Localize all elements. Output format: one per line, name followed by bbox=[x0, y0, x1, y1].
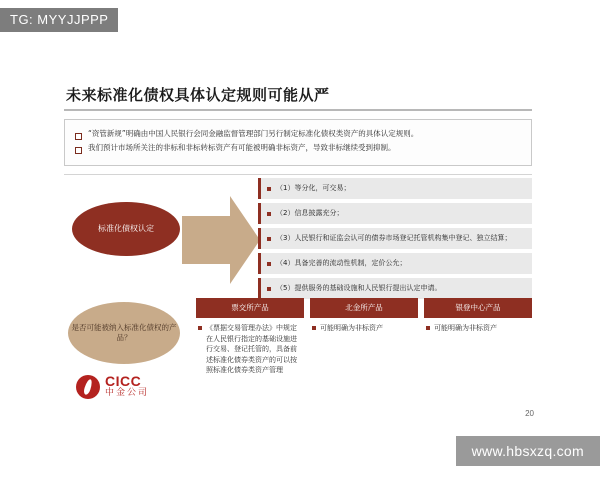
bullet-text: “资管新规”明确由中国人民银行会同金融监督管理部门另行制定标准化债权类资产的具体认定规则。 bbox=[88, 129, 419, 138]
question-ellipse-label: 是否可能被纳入标准化债权的产品？ bbox=[71, 322, 177, 342]
section-divider bbox=[64, 174, 532, 175]
criteria-list bbox=[258, 178, 532, 303]
question-ellipse bbox=[68, 302, 180, 364]
website-watermark: www.hbsxzq.com bbox=[456, 436, 600, 466]
column-header: 银登中心产品 bbox=[424, 298, 532, 318]
square-bullet-icon bbox=[75, 133, 82, 140]
cicc-logo-en: CICC bbox=[105, 373, 142, 389]
product-column bbox=[196, 298, 304, 376]
product-columns bbox=[196, 298, 532, 376]
square-bullet-icon bbox=[267, 287, 271, 291]
list-item-label: （2）信息披露充分； bbox=[276, 209, 344, 218]
bullet-text: 我们预计市场所关注的非标和非标转标资产有可能被明确非标资产，导致非标继续受到抑制。 bbox=[88, 143, 396, 152]
square-bullet-icon bbox=[198, 326, 202, 330]
square-bullet-icon bbox=[267, 237, 271, 241]
page-title: 未来标准化债权具体认定规则可能从严 bbox=[66, 86, 330, 104]
column-body bbox=[196, 318, 304, 376]
square-bullet-icon bbox=[426, 326, 430, 330]
list-item-label: （5）提供服务的基础设施和人民银行提出认定申请。 bbox=[276, 284, 442, 293]
telegram-watermark: TG: MYYJJPPP bbox=[0, 8, 118, 32]
standardized-credit-label: 标准化债权认定 bbox=[98, 223, 154, 233]
right-arrow-icon bbox=[182, 190, 260, 290]
column-body-text: 可能明确为非标资产 bbox=[434, 324, 497, 332]
square-bullet-icon bbox=[267, 262, 271, 266]
cicc-logo-mark-icon bbox=[76, 375, 100, 399]
square-bullet-icon bbox=[267, 187, 271, 191]
square-bullet-icon bbox=[312, 326, 316, 330]
standardized-credit-ellipse bbox=[72, 202, 180, 256]
list-item bbox=[258, 203, 532, 224]
list-item bbox=[258, 228, 532, 249]
summary-box bbox=[64, 119, 532, 166]
product-column bbox=[310, 298, 418, 376]
cicc-logo bbox=[76, 374, 149, 400]
page-number: 20 bbox=[525, 409, 534, 418]
title-divider bbox=[64, 109, 532, 111]
column-body-text: 可能明确为非标资产 bbox=[320, 324, 383, 332]
column-body-text: 《票据交易管理办法》中规定在人民银行指定的基础设施进行交易、登记托管的，具备前述标准化债券类资产的可以按照标准化债券类资产管理 bbox=[206, 324, 297, 374]
column-body bbox=[424, 318, 532, 334]
column-header: 票交所产品 bbox=[196, 298, 304, 318]
product-column bbox=[424, 298, 532, 376]
bullet-item bbox=[73, 129, 523, 140]
bullet-item bbox=[73, 143, 523, 154]
list-item-label: （3）人民银行和证监会认可的债券市场登记托管机构集中登记、独立结算； bbox=[276, 234, 512, 243]
square-bullet-icon bbox=[267, 212, 271, 216]
list-item bbox=[258, 253, 532, 274]
list-item-label: （4）具备完善的流动性机制，定价公允； bbox=[276, 259, 407, 268]
cicc-logo-cn: 中金公司 bbox=[105, 388, 150, 398]
list-item bbox=[258, 278, 532, 299]
square-bullet-icon bbox=[75, 147, 82, 154]
list-item-label: （1）等分化，可交易； bbox=[276, 184, 351, 193]
slide-canvas bbox=[36, 62, 564, 434]
column-body bbox=[310, 318, 418, 334]
list-item bbox=[258, 178, 532, 199]
column-header: 北金所产品 bbox=[310, 298, 418, 318]
